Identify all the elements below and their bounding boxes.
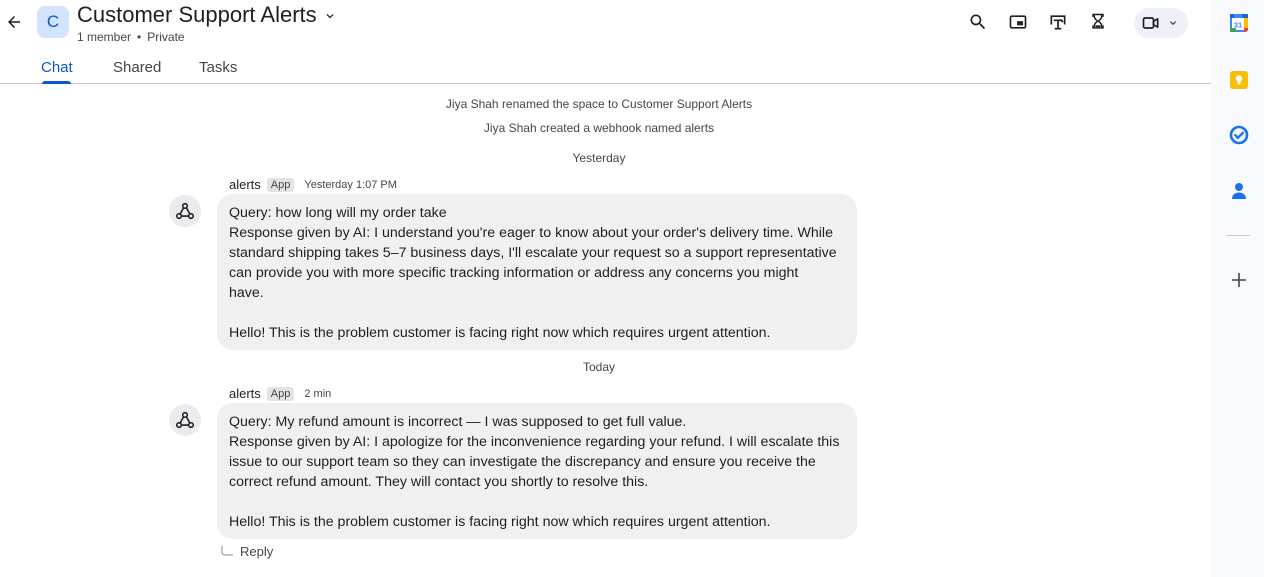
calendar-day: 31 — [1233, 20, 1243, 30]
message-line: Hello! This is the problem customer is facing right now which requires urgent attention. — [229, 514, 771, 530]
keep-icon — [1229, 70, 1249, 90]
message-line: have. — [229, 285, 264, 301]
arrow-back-icon — [5, 13, 23, 31]
space-title: Customer Support Alerts — [77, 2, 317, 27]
search-icon — [968, 12, 988, 32]
member-count: 1 member — [77, 30, 132, 44]
add-app-button[interactable] — [1228, 269, 1250, 291]
space-avatar: C — [37, 6, 69, 38]
chevron-down-icon — [323, 9, 337, 23]
webhook-event: Jiya Shah created a webhook named alerts — [483, 121, 715, 135]
calendar-icon — [1229, 13, 1249, 33]
active-tab-indicator — [42, 81, 71, 84]
contacts-icon — [1229, 181, 1249, 201]
back-button[interactable] — [2, 10, 26, 34]
add-icon — [1231, 272, 1247, 288]
contacts-app-button[interactable] — [1228, 180, 1250, 202]
message-time: Yesterday 1:07 PM — [304, 178, 397, 191]
side-panel-divider — [1227, 235, 1250, 236]
message-line: standard shipping takes 5–7 business days, I'll escalate your request so a support representative — [229, 245, 837, 261]
tasks-app-button[interactable] — [1228, 124, 1250, 146]
sender-name[interactable]: alerts — [229, 386, 261, 401]
message-line: Response given by AI: I understand you're eager to know about your order's delivery time. While — [229, 225, 833, 241]
message-blank-line — [229, 303, 845, 323]
webhook-avatar[interactable] — [169, 195, 201, 227]
space-subtitle — [77, 30, 185, 44]
space-title-button[interactable] — [77, 2, 337, 28]
message-bubble — [217, 403, 857, 539]
keep-app-button[interactable] — [1228, 69, 1250, 91]
video-call-icon — [1141, 13, 1161, 33]
video-call-button[interactable] — [1134, 8, 1188, 38]
message-line: can provide you with more specific tracking information or address any concerns you might — [229, 265, 799, 281]
message-header — [229, 386, 331, 401]
message-line: Response given by AI: I apologize for the inconvenience regarding your refund. I will escalate this — [229, 434, 840, 450]
message-line: Query: how long will my order take — [229, 205, 447, 221]
message-blank-line — [229, 492, 845, 512]
picture-in-picture-button[interactable] — [1007, 11, 1029, 33]
rename-event: Jiya Shah renamed the space to Customer Support Alerts — [445, 97, 753, 111]
tab-bar — [0, 56, 1211, 84]
message-bubble — [217, 194, 857, 350]
present-icon — [1048, 12, 1068, 32]
visibility-label: Private — [147, 30, 185, 44]
present-button[interactable] — [1047, 11, 1069, 33]
reply-button[interactable] — [220, 544, 273, 559]
tab-tasks[interactable]: Tasks — [199, 59, 238, 76]
tab-chat[interactable]: Chat — [41, 59, 73, 76]
chevron-down-icon — [1167, 17, 1179, 29]
webhook-avatar[interactable] — [169, 404, 201, 436]
search-button[interactable] — [967, 11, 989, 33]
message-line: Query: My refund amount is incorrect — I was supposed to get full value. — [229, 414, 687, 430]
date-divider-today: Today — [582, 360, 616, 374]
picture-in-picture-icon — [1008, 12, 1028, 32]
message-time: 2 min — [304, 387, 332, 400]
reply-label: Reply — [240, 544, 274, 559]
calendar-app-button[interactable] — [1228, 12, 1250, 34]
message-line: issue to our support team so they can investigate the discrepancy and ensure you receive the — [229, 454, 816, 470]
message-line: Hello! This is the problem customer is facing right now which requires urgent attention. — [229, 325, 771, 341]
app-badge: App — [267, 387, 295, 401]
message-header — [229, 177, 397, 192]
hourglass-icon — [1088, 12, 1108, 32]
date-divider-yesterday: Yesterday — [572, 151, 626, 165]
webhook-icon — [174, 200, 196, 222]
message-line: correct refund amount. They will contact you shortly to resolve this. — [229, 474, 649, 490]
app-badge: App — [267, 178, 295, 192]
webhook-icon — [174, 409, 196, 431]
hourglass-button[interactable] — [1087, 11, 1109, 33]
separator-dot: • — [137, 30, 142, 44]
tasks-icon — [1229, 125, 1249, 145]
reply-thread-icon — [220, 545, 234, 559]
sender-name[interactable]: alerts — [229, 177, 261, 192]
tab-shared[interactable]: Shared — [113, 59, 162, 76]
